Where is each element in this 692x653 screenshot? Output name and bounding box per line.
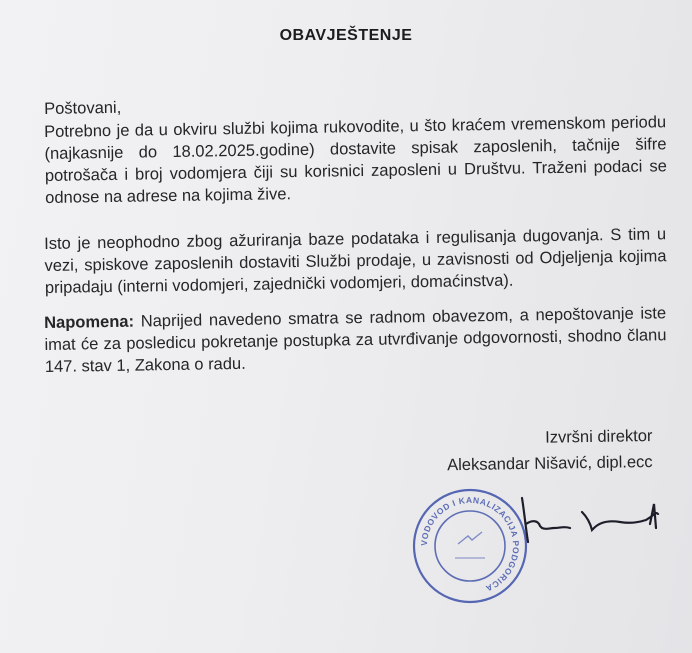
handwritten-signature xyxy=(520,490,680,550)
paragraph-reason: Isto je neophodno zbog ažuriranja baze podataka i regulisanja dugovanja. S tim u vezi, spiskove zaposlenih dostaviti Službi prodaje, u zavisnosti od Odjeljenja kojima pripadaju (interni vodomjeri, zajednički vodomjeri, domaćinstva). xyxy=(44,225,667,297)
paragraph-request: Potrebno je da u okviru službi kojima rukovodite, u što kraćem vremenskom periodu (najkasnije do 18.02.2025.godine) dostavite spisak zaposlenih, tačnije šifre potrošača i broj vodomjera čiji su korisnici zaposleni u Društvu. Traženi podaci se odnose na adrese na kojima žive. xyxy=(44,113,667,207)
greeting: Poštovani, xyxy=(44,98,122,118)
paragraph-note xyxy=(44,302,667,378)
stamp-ring-text: VODOVOD I KANALIZACIJA PODGORICA xyxy=(418,494,522,594)
signatory-name: Aleksandar Nišavić, dipl.ecc xyxy=(446,453,653,475)
signatory-title: Izvršni direktor xyxy=(544,427,653,447)
official-stamp xyxy=(410,486,530,606)
note-text: Naprijed navedeno smatra se radnom obavezom, a nepoštovanje iste imat će za posledicu pokretanje postupka za utvrđivanje odgovornosti, shodno članu 147. stav 1, Zakona o radu. xyxy=(44,304,667,376)
document-title: OBAVJEŠTENJE xyxy=(279,27,413,44)
note-label: Napomena: xyxy=(44,312,135,332)
svg-text:VODOVOD I KANALIZACIJA PODGORI xyxy=(419,495,521,594)
